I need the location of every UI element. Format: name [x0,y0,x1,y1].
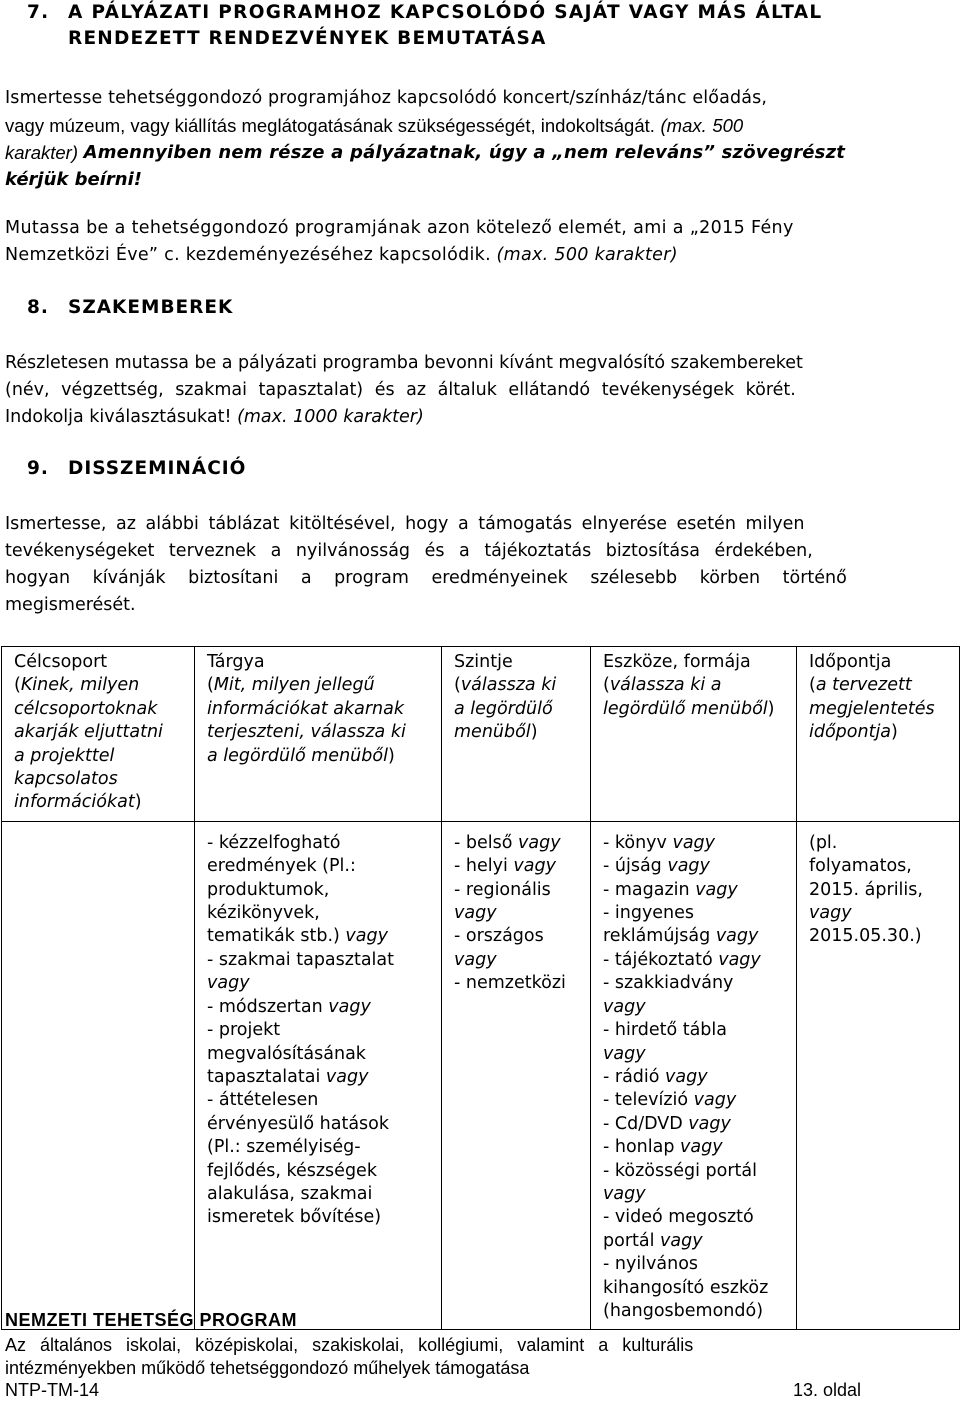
cell-text-line: - könyv vagy [603,832,716,853]
cell-text-line: érvényesülő hatások [207,1113,389,1134]
header-target-group [2,647,195,822]
cell-text-line: - hirdető tábla [603,1020,728,1041]
cell-tool-form[interactable] [591,821,797,1330]
cell-text-line: - videó megosztó [603,1207,754,1228]
cell-text-line: vagy [603,996,646,1017]
cell-text-line: vagy [603,1043,646,1064]
cell-target-group[interactable] [2,821,195,1330]
s8-line-3 [5,404,879,431]
cell-text-line: 2015. április, [809,879,923,900]
cell-text-line: (válassza ki [454,675,557,696]
s8-line-3-text: Indokolja kiválasztásukat! [5,407,232,427]
cell-text-line: Időpontja [809,652,892,672]
cell-text-line: ismeretek bővítése) [207,1207,382,1228]
cell-text-line: - projekt [207,1020,281,1041]
cell-text-line: információkat) [14,792,142,813]
cell-text-line: - nyilvános [603,1254,699,1275]
section-8-number: 8. [27,297,49,318]
s9-line-4 [5,592,879,619]
s9-line-1-text: Ismertesse, az alábbi táblázat kitöltésével, hogy a támogatás elnyerése esetén milyen [5,514,805,534]
p2-line-1 [5,215,879,242]
p1-bold-instruction-end: kérjük beírni! [5,169,142,190]
s9-line-2-text: tevékenységeket terveznek a nyilvánosság és a tájékoztatás biztosítása érdekében, [5,541,813,561]
s8-line-2-text: (név, végzettség, szakmai tapasztalat) és az általuk ellátandó tevékenységek körét. [5,380,796,400]
footer-program-title: NEMZETI TEHETSÉG PROGRAM [5,1310,298,1330]
cell-text-line: portál vagy [603,1230,703,1251]
s9-line-3-text: hogyan kívánják biztosítani a program eredményeinek szélesebb körben történő [5,568,847,588]
cell-text-line: - közösségi portál [603,1160,757,1181]
cell-text-line: terjeszteni, válassza ki [207,722,406,743]
cell-text-line: Célcsoport [14,652,108,672]
cell-text-line: produktumok, [207,879,330,900]
cell-text-line: a legördülő [454,698,553,719]
dissemination-table [1,646,960,1330]
cell-text-line: 2015.05.30.) [809,926,922,947]
cell-text-line: a legördülő menüből) [207,745,395,766]
p2-line-2 [5,242,879,269]
cell-text-line: - szakkiadvány [603,973,734,994]
p1-bold-instruction: Amennyiben nem része a pályázatnak, úgy a „nem releváns” szövegrészt [83,142,846,163]
cell-text-line: információkat akarnak [207,698,404,719]
p1-max-number: 500 [712,115,744,136]
footer-document-code: NTP-TM-14 [5,1380,99,1400]
s8-line-1 [5,350,879,377]
cell-text-line: - belső vagy [454,832,561,853]
cell-text-line: kihangosító eszköz [603,1277,769,1298]
cell-text-line: - helyi vagy [454,856,556,877]
footer-desc-line-1-text: Az általános iskolai, középiskolai, szakiskolai, kollégiumi, valamint a kulturális [5,1335,694,1355]
cell-text-line: Eszköze, formája [603,652,751,672]
cell-text-line: megjelentetés [809,698,935,719]
table-header-row [2,647,960,822]
header-subject [195,647,442,822]
header-date [797,647,960,822]
section-9-title: DISSZEMINÁCIÓ [68,458,247,479]
cell-text-line: alakulása, szakmai [207,1183,373,1204]
s8-line-1-text: Részletesen mutassa be a pályázati programba bevonni kívánt megvalósító szakembereket [5,353,803,373]
footer-desc-line-1 [5,1334,879,1357]
cell-text-line: menüből) [454,722,538,743]
p1-line-4 [5,166,879,193]
cell-text-line: (pl. [809,832,838,853]
s9-line-3 [5,565,879,592]
cell-text-line: - országos [454,926,544,947]
section-7-title-text-2: RENDEZETT RENDEZVÉNYEK BEMUTATÁSA [68,28,547,49]
cell-text-line: Szintje [454,652,513,672]
cell-text-line: - magazin vagy [603,879,738,900]
cell-text-line: - televízió vagy [603,1090,737,1111]
section-7-title-line-1 [68,0,880,26]
p1-line-3 [5,139,879,166]
cell-text-line: (Mit, milyen jellegű [207,675,375,696]
cell-text-line: - szakmai tapasztalat [207,949,394,970]
cell-text-line: (Kinek, milyen [14,675,140,696]
cell-text-line: (válassza ki a [603,675,722,696]
cell-text-line: (a tervezett [809,675,912,696]
header-level [442,647,591,822]
cell-text-line: vagy [809,903,852,924]
s8-line-2 [5,377,879,404]
s9-line-1 [5,511,879,538]
s9-line-4-text: megismerését. [5,595,136,615]
cell-text-line: - regionális [454,879,551,900]
p1-line-1 [5,85,879,112]
cell-text-line: - rádió vagy [603,1066,708,1087]
cell-text-line: időpontja) [809,722,898,743]
cell-text-line: - módszertan vagy [207,996,371,1017]
cell-text-line: folyamatos, [809,856,912,877]
p2-line-2-text: Nemzetközi Éve” c. kezdeményezéséhez kapcsolódik. [5,245,491,265]
cell-date[interactable] [797,821,960,1330]
cell-text-line: - ingyenes [603,903,695,924]
section-7-paragraph-1 [5,85,879,193]
cell-level[interactable] [442,821,591,1330]
table-row [2,821,960,1330]
cell-text-line: akarják eljuttatni [14,722,163,743]
s8-max-note: (max. 1000 karakter) [237,407,424,427]
p1-line-2-text: vagy múzeum, vagy kiállítás meglátogatásának szükségességét, indokoltságát. [5,115,655,136]
section-8-title: SZAKEMBEREK [68,297,234,318]
cell-text-line: fejlődés, készségek [207,1160,377,1181]
cell-text-line: tapasztalatai vagy [207,1066,369,1087]
cell-text-line: - tájékoztató vagy [603,949,761,970]
section-8-paragraph [5,350,879,431]
cell-subject[interactable] [195,821,442,1330]
cell-text-line: kapcsolatos [14,769,118,790]
footer-page-number: 13. oldal [793,1380,862,1400]
p2-max-note: (max. 500 karakter) [496,245,678,265]
cell-text-line: (hangosbemondó) [603,1300,764,1321]
s9-line-2 [5,538,879,565]
cell-text-line: megvalósításának [207,1043,366,1064]
cell-text-line: - nemzetközi [454,973,566,994]
cell-text-line: vagy [603,1183,646,1204]
section-9-number: 9. [27,458,49,479]
cell-text-line: vagy [454,903,497,924]
header-tool-form [591,647,797,822]
cell-text-line: Tárgya [207,652,265,672]
cell-text-line: legördülő menüből) [603,698,775,719]
p1-line-2 [5,112,879,139]
cell-text-line: a projekttel [14,745,115,766]
p1-max-label: (max. [660,115,707,136]
section-7-number: 7. [27,2,50,23]
cell-text-line: - áttételesen [207,1090,319,1111]
cell-text-line: kézikönyvek, [207,903,320,924]
cell-text-line: eredmények (Pl.: [207,856,356,877]
section-9-paragraph [5,511,879,619]
cell-text-line: - kézzelfogható [207,832,341,853]
p2-line-1-text: Mutassa be a tehetséggondozó programjának azon kötelező elemét, ami a „2015 Fény [5,218,794,238]
cell-text-line: célcsoportoknak [14,698,158,719]
footer-description [5,1334,879,1380]
p1-karakter: karakter) [5,142,78,163]
footer-desc-line-2: intézményekben működő tehetséggondozó műhelyek támogatása [5,1358,530,1378]
cell-text-line: (Pl.: személyiség- [207,1137,361,1158]
section-7-paragraph-2 [5,215,879,269]
cell-text-line: - honlap vagy [603,1137,723,1158]
cell-text-line: - Cd/DVD vagy [603,1113,731,1134]
cell-text-line: reklámújság vagy [603,926,759,947]
cell-text-line: - újság vagy [603,856,710,877]
cell-text-line: tematikák stb.) vagy [207,926,388,947]
cell-text-line: vagy [207,973,250,994]
section-7-title-text-1: A PÁLYÁZATI PROGRAMHOZ KAPCSOLÓDÓ SAJÁT VAGY MÁS ÁLTAL [68,2,823,23]
section-7-title [68,0,880,52]
cell-text-line: vagy [454,949,497,970]
p1-line-1-text: Ismertesse tehetséggondozó programjához kapcsolódó koncert/színház/tánc előadás, [5,88,768,108]
